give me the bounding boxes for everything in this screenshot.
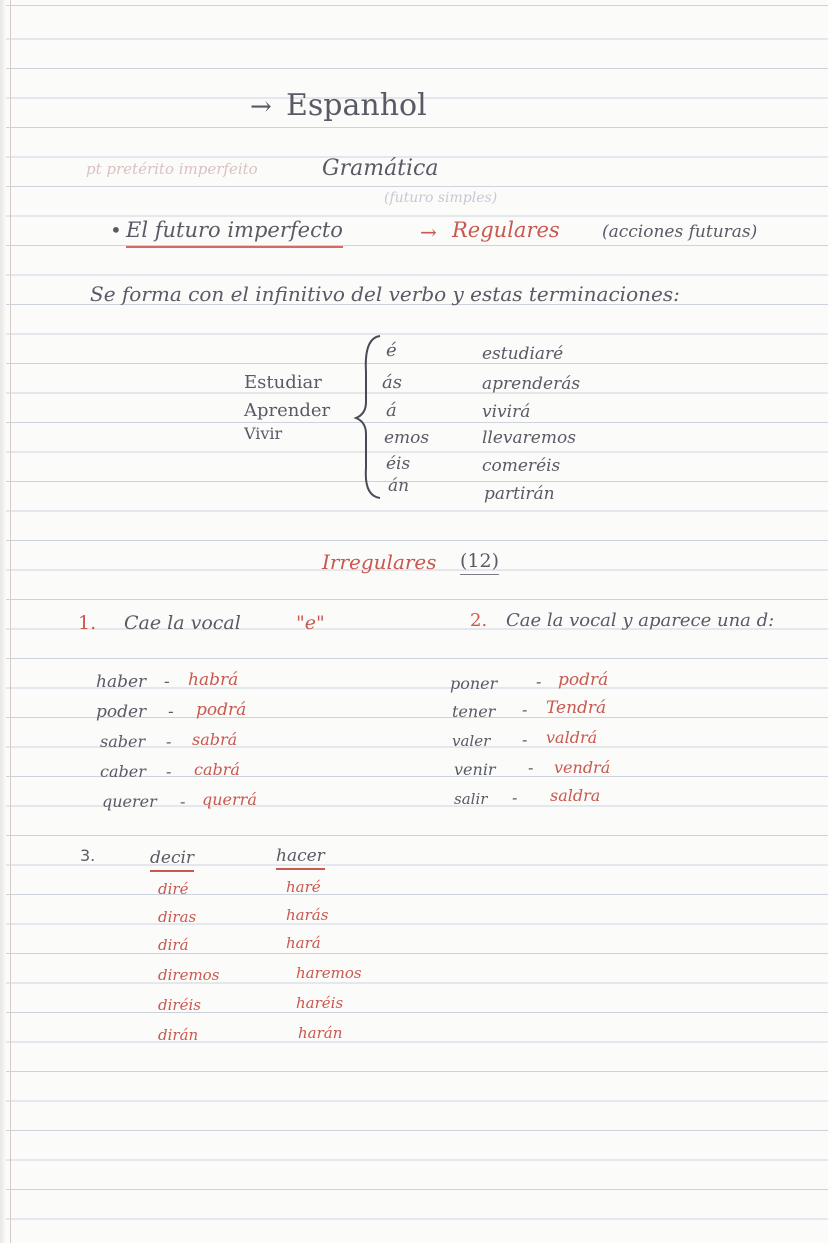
rule2-text: Cae la vocal y aparece una d: bbox=[506, 610, 775, 631]
group2-fut-2: Tendrá bbox=[546, 698, 607, 718]
group2-fut-5: saldra bbox=[550, 786, 601, 805]
example-4: llevaremos bbox=[482, 428, 576, 448]
example-6: partirán bbox=[484, 484, 555, 504]
hacer-form-2: harás bbox=[286, 906, 329, 924]
hacer-form-1: haré bbox=[286, 878, 321, 896]
ending-5: éis bbox=[386, 454, 411, 474]
decir-head: decir bbox=[150, 848, 194, 872]
subtitle: Gramática bbox=[322, 156, 439, 181]
rule2-number: 2. bbox=[470, 610, 488, 631]
decir-form-1: diré bbox=[158, 880, 189, 898]
ending-1: é bbox=[386, 340, 397, 361]
irregulares-count: (12) bbox=[460, 550, 499, 575]
hacer-head: hacer bbox=[276, 846, 325, 870]
group1-inf-1: haber bbox=[96, 672, 147, 692]
group1-fut-1: habrá bbox=[188, 670, 239, 690]
group2-fut-4: vendrá bbox=[554, 758, 611, 777]
infinitive-2: Aprender bbox=[244, 400, 331, 421]
topic-name: El futuro imperfecto bbox=[126, 218, 343, 248]
group1-fut-5: querrá bbox=[202, 790, 257, 809]
decir-form-3: dirá bbox=[158, 936, 189, 954]
group1-fut-2: podrá bbox=[196, 700, 247, 720]
decir-form-4: diremos bbox=[158, 966, 220, 984]
topic-arrow: → bbox=[420, 220, 437, 244]
bullet: • bbox=[110, 218, 122, 242]
rule1-text: Cae la vocal bbox=[124, 612, 241, 634]
ending-6: án bbox=[388, 476, 410, 496]
group1-fut-3: sabrá bbox=[192, 730, 238, 749]
infinitive-3: Vivir bbox=[244, 424, 283, 443]
infinitive-1: Estudiar bbox=[244, 372, 322, 393]
group2-inf-2: tener bbox=[452, 702, 496, 721]
hacer-form-6: harán bbox=[298, 1024, 343, 1042]
hacer-form-4: haremos bbox=[296, 964, 362, 982]
subtitle-note: (futuro simples) bbox=[384, 190, 498, 206]
example-3: vivirá bbox=[482, 402, 531, 422]
decir-form-2: diras bbox=[158, 908, 197, 926]
example-1: estudiaré bbox=[482, 344, 564, 364]
brace-icon bbox=[350, 332, 390, 502]
ending-2: ás bbox=[382, 372, 402, 393]
hacer-form-5: haréis bbox=[296, 994, 344, 1012]
faint-note: pt pretérito imperfeito bbox=[86, 160, 258, 178]
group1-inf-5: querer bbox=[102, 792, 157, 811]
decir-form-6: dirán bbox=[158, 1026, 199, 1044]
group2-fut-1: podrá bbox=[558, 670, 609, 690]
topic-note: (acciones futuras) bbox=[602, 222, 758, 242]
rule1-quote: "e" bbox=[296, 612, 325, 634]
topic-type: Regulares bbox=[452, 218, 560, 242]
rule-text: Se forma con el infinitivo del verbo y estas terminaciones: bbox=[90, 282, 680, 306]
group1-inf-4: caber bbox=[100, 762, 146, 781]
group2-inf-1: poner bbox=[450, 674, 498, 693]
rule3-number: 3. bbox=[80, 846, 96, 865]
group1-fut-4: cabrá bbox=[194, 760, 240, 779]
example-5: comeréis bbox=[482, 456, 561, 476]
group2-inf-3: valer bbox=[452, 732, 491, 750]
group2-fut-3: valdrá bbox=[546, 728, 598, 747]
page-edge bbox=[0, 0, 6, 1243]
group1-inf-3: saber bbox=[100, 732, 146, 751]
heading-arrow: → bbox=[250, 92, 272, 122]
group1-inf-2: poder bbox=[96, 702, 147, 722]
page-title: Espanhol bbox=[286, 88, 427, 123]
irregulares-title: Irregulares bbox=[322, 550, 437, 574]
decir-form-5: diréis bbox=[158, 996, 201, 1014]
group2-inf-4: venir bbox=[454, 760, 496, 779]
example-2: aprenderás bbox=[482, 374, 581, 394]
ending-3: á bbox=[386, 400, 397, 421]
rule1-number: 1. bbox=[78, 612, 97, 634]
ending-4: emos bbox=[384, 428, 430, 448]
hacer-form-3: hará bbox=[286, 934, 321, 952]
margin-line bbox=[10, 0, 11, 1243]
group2-inf-5: salir bbox=[454, 790, 488, 808]
